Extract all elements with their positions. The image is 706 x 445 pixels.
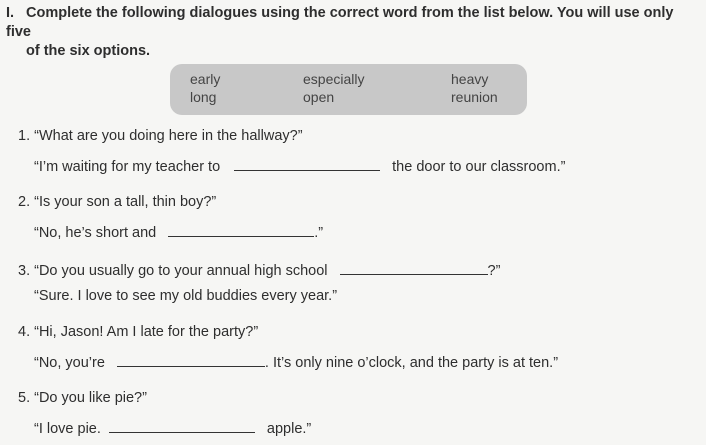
word-option: especially [303,71,365,87]
word-bank [170,64,527,115]
answer-1 [34,156,565,175]
word-option: long [190,89,217,105]
word-option: heavy [451,71,489,87]
answer-1-after: the door to our classroom.” [392,159,566,175]
question-3 [18,260,500,279]
answer-blank-4[interactable] [117,352,265,367]
answer-2-after: .” [314,225,324,241]
answer-5 [34,418,311,437]
answer-4 [34,352,558,371]
question-2: 2. “Is your son a tall, thin boy?” [18,194,217,210]
answer-blank-5[interactable] [109,418,255,433]
question-3-before: 3. “Do you usually go to your annual high school [18,263,328,279]
answer-3: “Sure. I love to see my old buddies every year.” [34,288,338,304]
answer-4-before: “No, you’re [34,355,105,371]
question-5: 5. “Do you like pie?” [18,390,147,406]
word-option: early [190,71,221,87]
answer-4-after: . It’s only nine o’clock, and the party is at ten.” [264,355,559,371]
word-option: reunion [451,89,498,105]
answer-5-before: “I love pie. [34,421,101,437]
instructions-line-1: Complete the following dialogues using the correct word from the list below. You will use only five [6,5,674,40]
instructions [6,4,700,61]
answer-2 [34,222,323,241]
answer-blank-2[interactable] [168,222,314,237]
answer-5-after: apple.” [266,421,312,437]
answer-blank-3[interactable] [340,260,488,275]
question-1: 1. “What are you doing here in the hallway?” [18,128,303,144]
answer-1-before: “I’m waiting for my teacher to [34,159,221,175]
answer-blank-1[interactable] [234,156,380,171]
instructions-line-2: of the six options. [26,43,151,59]
question-4: 4. “Hi, Jason! Am I late for the party?” [18,324,259,340]
answer-2-before: “No, he’s short and [34,225,157,241]
section-number: I. [6,5,15,21]
question-3-after: ?” [487,263,501,279]
word-option: open [303,89,335,105]
